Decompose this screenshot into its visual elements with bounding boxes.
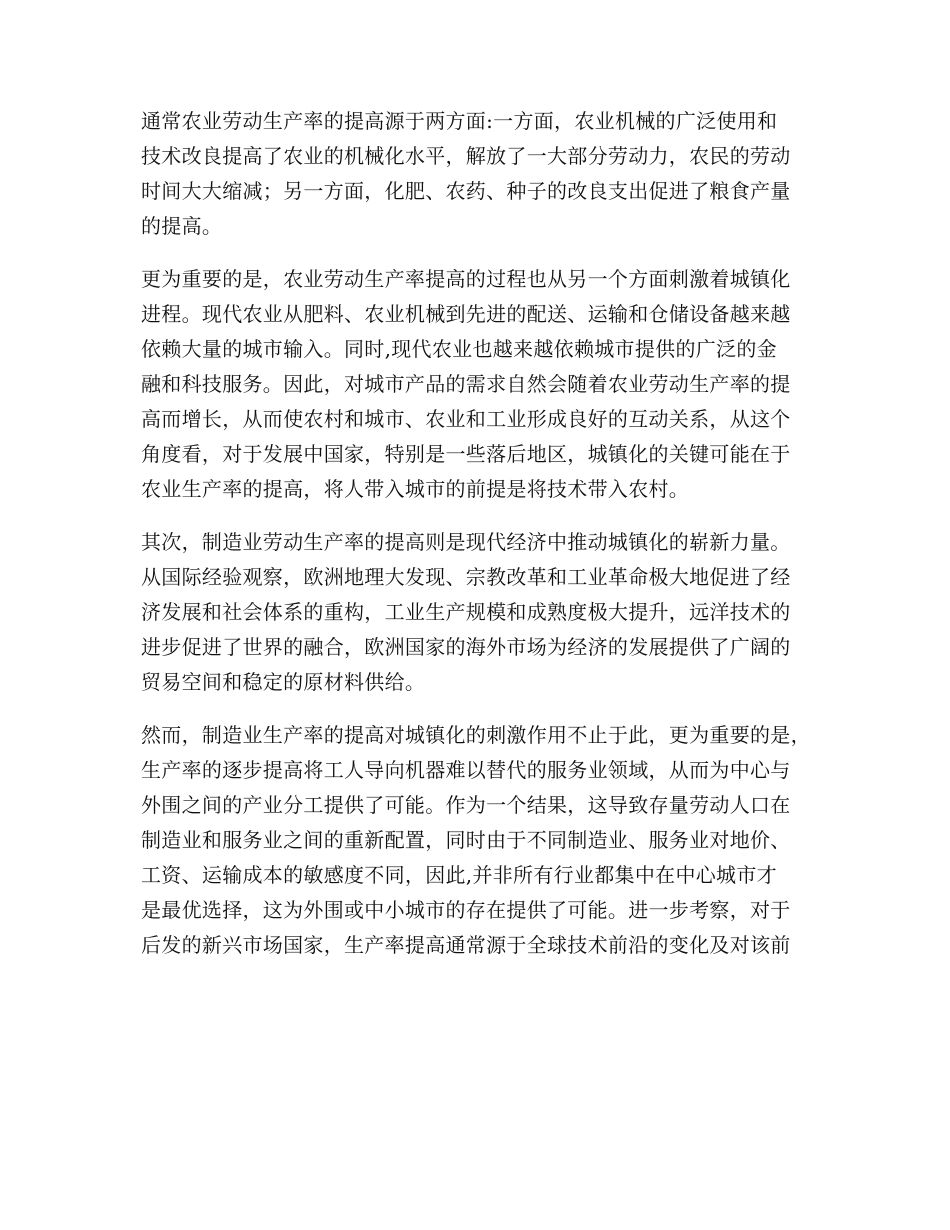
text-line: 济发展和社会体系的重构，工业生产规模和成熟度极大提升，远洋技术的 — [141, 600, 791, 624]
text-line: 进程。现代农业从肥料、农业机械到先进的配送、运输和仓储设备越来越 — [141, 302, 791, 326]
text-line: 融和科技服务。因此，对城市产品的需求自然会随着农业劳动生产率的提 — [141, 372, 791, 396]
paragraph-services-division — [141, 718, 831, 963]
text-line: 生产率的逐步提高将工人导向机器难以替代的服务业领域，从而为中心与 — [141, 758, 791, 782]
paragraph-agri-urbanization — [141, 262, 831, 507]
text-line: 贸易空间和稳定的原材料供给。 — [141, 670, 426, 694]
text-line: 通常农业劳动生产率的提高源于两方面:一方面，农业机械的广泛使用和 — [141, 109, 778, 133]
text-line: 农业生产率的提高，将人带入城市的前提是将技术带入农村。 — [141, 477, 690, 501]
text-line: 的提高。 — [141, 214, 223, 238]
text-line: 时间大大缩减；另一方面，化肥、农药、种子的改良支出促进了粮食产量 — [141, 179, 791, 203]
text-line: 技术改良提高了农业的机械化水平，解放了一大部分劳动力，农民的劳动 — [141, 144, 791, 168]
text-line: 然而，制造业生产率的提高对城镇化的刺激作用不止于此，更为重要的是， — [141, 723, 811, 747]
text-line: 从国际经验观察，欧洲地理大发现、宗教改革和工业革命极大地促进了经 — [141, 565, 791, 589]
paragraph-manufacturing-force — [141, 525, 831, 700]
text-line: 工资、运输成本的敏感度不同，因此,并非所有行业都集中在中心城市才 — [141, 863, 777, 887]
text-line: 制造业和服务业之间的重新配置，同时由于不同制造业、服务业对地价、 — [141, 828, 791, 852]
text-line: 后发的新兴市场国家，生产率提高通常源于全球技术前沿的变化及对该前 — [141, 933, 791, 957]
text-line: 其次，制造业劳动生产率的提高则是现代经济中推动城镇化的崭新力量。 — [141, 530, 791, 554]
document-body — [141, 104, 831, 981]
text-line: 更为重要的是，农业劳动生产率提高的过程也从另一个方面刺激着城镇化 — [141, 267, 791, 291]
text-line: 角度看，对于发展中国家，特别是一些落后地区，城镇化的关键可能在于 — [141, 442, 791, 466]
text-line: 是最优选择，这为外围或中小城市的存在提供了可能。进一步考察，对于 — [141, 898, 791, 922]
text-line: 外围之间的产业分工提供了可能。作为一个结果，这导致存量劳动人口在 — [141, 793, 791, 817]
text-line: 依赖大量的城市输入。同时,现代农业也越来越依赖城市提供的广泛的金 — [141, 337, 777, 361]
paragraph-agri-productivity-sources — [141, 104, 831, 244]
text-line: 高而增长，从而使农村和城市、农业和工业形成良好的互动关系，从这个 — [141, 407, 791, 431]
text-line: 进步促进了世界的融合，欧洲国家的海外市场为经济的发展提供了广阔的 — [141, 635, 791, 659]
